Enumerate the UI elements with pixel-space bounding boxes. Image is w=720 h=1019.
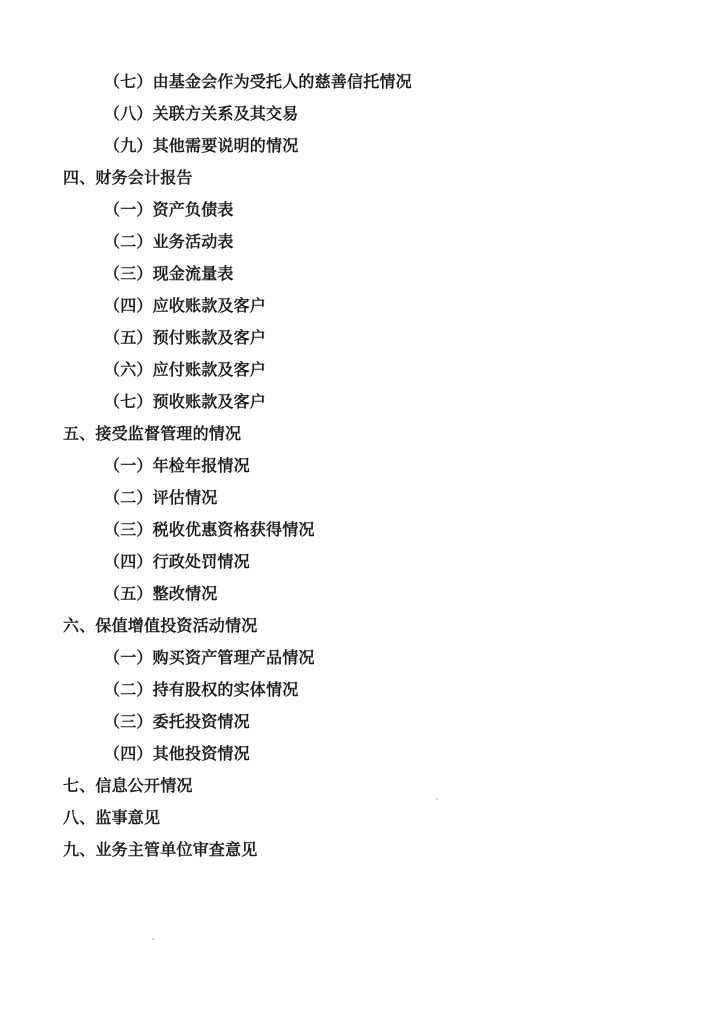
toc-entry-annual-inspection: （一）年检年报情况 [104, 456, 250, 475]
toc-entry-entrusted-investment: （三）委托投资情况 [104, 712, 250, 731]
toc-entry-asset-management-products: （一）购买资产管理产品情况 [104, 648, 315, 667]
toc-entry-receivables: （四）应收账款及客户 [104, 296, 267, 315]
toc-entry-related-parties: （八）关联方关系及其交易 [104, 104, 299, 123]
toc-section-financial-report: 四、财务会计报告 [63, 168, 193, 187]
toc-entry-penalties: （四）行政处罚情况 [104, 552, 250, 571]
toc-section-supervision: 五、接受监督管理的情况 [63, 424, 242, 443]
toc-section-investment: 六、保值增值投资活动情况 [63, 616, 258, 635]
toc-entry-prepayments: （五）预付账款及客户 [104, 328, 267, 347]
toc-entry-rectification: （五）整改情况 [104, 584, 218, 603]
toc-section-disclosure: 七、信息公开情况 [63, 776, 193, 795]
toc-section-supervisor-opinion: 八、监事意见 [63, 808, 161, 827]
toc-entry-tax-preference: （三）税收优惠资格获得情况 [104, 520, 315, 539]
toc-entry-equity-holdings: （二）持有股权的实体情况 [104, 680, 299, 699]
toc-entry-other-matters: （九）其他需要说明的情况 [104, 136, 299, 155]
scan-speck [152, 938, 154, 940]
toc-entry-evaluation: （二）评估情况 [104, 488, 218, 507]
toc-entry-charitable-trust: （七）由基金会作为受托人的慈善信托情况 [104, 72, 412, 91]
toc-entry-activity-statement: （二）业务活动表 [104, 232, 234, 251]
scan-speck [436, 798, 438, 800]
toc-section-authority-review: 九、业务主管单位审查意见 [63, 840, 258, 859]
toc-entry-advances-received: （七）预收账款及客户 [104, 392, 267, 411]
toc-entry-other-investment: （四）其他投资情况 [104, 744, 250, 763]
table-of-contents [0, 69, 720, 869]
toc-entry-cash-flow: （三）现金流量表 [104, 264, 234, 283]
toc-entry-payables: （六）应付账款及客户 [104, 360, 267, 379]
toc-entry-balance-sheet: （一）资产负债表 [104, 200, 234, 219]
